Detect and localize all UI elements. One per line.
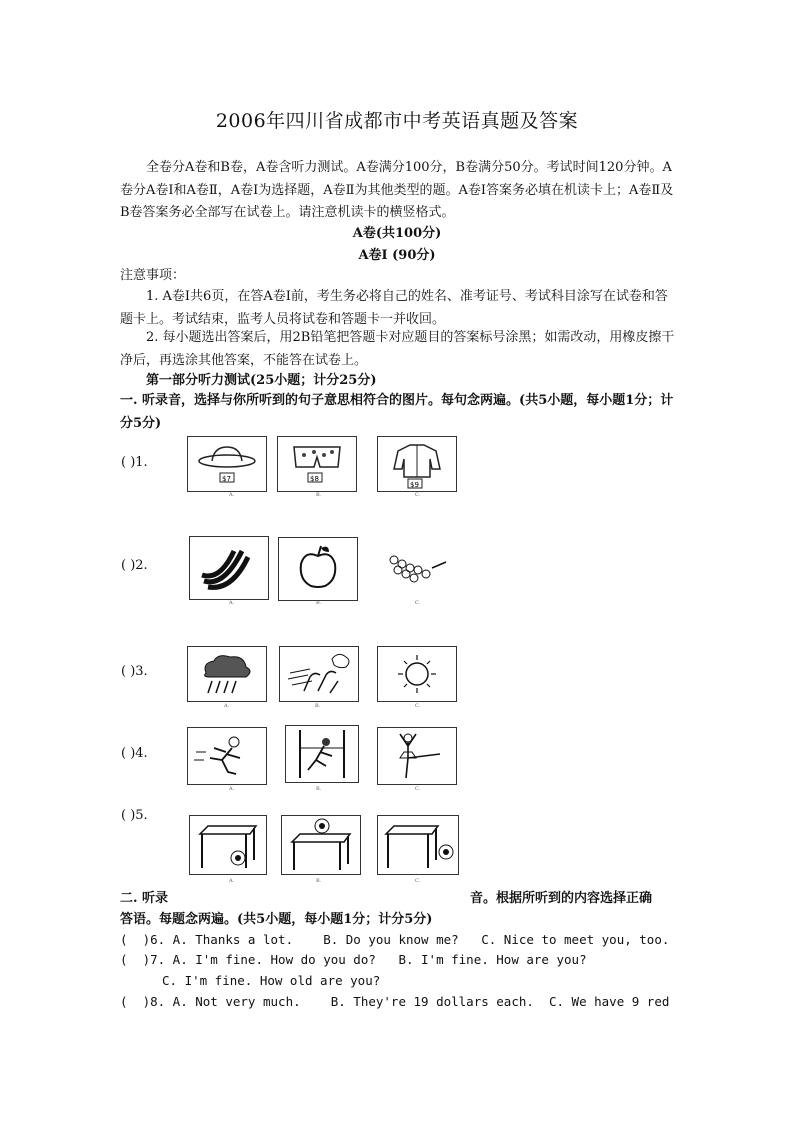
part1-heading: 第一部分听力测试(25小题；计分25分): [146, 373, 377, 388]
caption-b: B.: [316, 878, 322, 884]
question-7: ( )7. A. I'm fine. How do you do? B. I'm fine. How are you?: [120, 952, 587, 967]
notes-item-1: 1. A卷Ⅰ共6页，在答A卷Ⅰ前，考生务必将自己的姓名、准考证号、考试科目涂写在试卷和答题卡上。考试结束，监考人员将试卷和答题卡一并收回。: [120, 289, 668, 327]
hat-icon: [188, 437, 266, 491]
notes-heading: 注意事项：: [120, 268, 186, 283]
section1-heading: 一. 听录音，选择与你所听到的句子意思相符合的图片。每句念两遍。(共5小题，每小题1分；计分5分): [120, 393, 674, 431]
intro-paragraph: 全卷分A卷和B卷，A卷含听力测试。A卷满分100分，B卷满分50分。考试时间120分钟。A卷分A卷Ⅰ和A卷Ⅱ，A卷Ⅰ为选择题，A卷Ⅱ为其他类型的题。A卷Ⅰ答案务必填在机读卡上；A卷Ⅱ及B卷答案务必全部写在试卷上。请注意机读卡的横竖格式。: [120, 160, 674, 220]
caption-c: C.: [415, 703, 421, 709]
q1-option-c-image: [377, 436, 457, 492]
caption-a: A.: [229, 600, 235, 606]
caption-b: B.: [315, 703, 321, 709]
q4-option-a-image: [187, 727, 267, 785]
question-1-label: ( )1.: [121, 455, 148, 470]
high-jumper-icon: [286, 726, 358, 782]
apple-icon: [279, 538, 357, 600]
grapes-icon: [376, 540, 454, 598]
q2-option-c-image: [376, 540, 454, 598]
page-title: 2006年四川省成都市中考英语真题及答案: [215, 110, 579, 132]
q4-option-b-image: [285, 725, 359, 783]
q3-option-a-image: [187, 646, 267, 702]
jacket-icon: [378, 437, 456, 491]
price-tag-a: $7: [222, 475, 231, 483]
caption-a: A.: [229, 878, 235, 884]
runner-icon: [188, 728, 266, 784]
caption-b: B.: [316, 786, 322, 792]
price-tag-c: $9: [410, 481, 419, 489]
caption-c: C.: [415, 786, 421, 792]
question-8: ( )8. A. Not very much. B. They're 19 dollars each. C. We have 9 red: [120, 994, 670, 1009]
section-a-heading: A卷(共100分): [352, 226, 442, 241]
section2-heading-line2: 答语。每题念两遍。(共5小题，每小题1分；计分5分): [120, 912, 433, 927]
q4-option-c-image: [377, 727, 457, 785]
caption-b: B.: [316, 600, 322, 606]
question-5-label: ( )5.: [121, 808, 148, 823]
ballet-dancer-icon: [378, 728, 456, 784]
bananas-icon: [190, 537, 268, 599]
price-tag-b: $8: [310, 475, 319, 483]
ball-under-table-icon: [190, 816, 266, 874]
question-7-option-c: C. I'm fine. How old are you?: [162, 973, 381, 988]
q3-option-c-image: [377, 646, 457, 702]
caption-b: B.: [316, 492, 322, 498]
caption-c: C.: [415, 492, 421, 498]
q2-option-a-image: [189, 536, 269, 600]
q3-option-b-image: [279, 646, 359, 702]
rain-cloud-icon: [188, 647, 266, 701]
question-4-label: ( )4.: [121, 746, 148, 761]
ball-beside-table-icon: [378, 816, 458, 874]
q1-option-a-image: [187, 436, 267, 492]
sun-icon: [378, 647, 456, 701]
q5-option-b-image: [281, 815, 361, 875]
section2-heading-end: 音。根据所听到的内容选择正确: [470, 891, 653, 906]
question-6: ( )6. A. Thanks a lot. B. Do you know me? C. Nice to meet you, too.: [120, 932, 670, 947]
caption-c: C.: [415, 600, 421, 606]
windy-trees-icon: [280, 647, 358, 701]
q5-option-c-image: [377, 815, 459, 875]
caption-a: A.: [224, 703, 230, 709]
section-a1-heading: A卷Ⅰ (90分): [358, 248, 436, 263]
caption-c: C.: [415, 878, 421, 884]
q5-option-a-image: [189, 815, 267, 875]
question-3-label: ( )3.: [121, 664, 148, 679]
q1-option-b-image: [277, 436, 357, 492]
section2-heading-start: 二. 听录: [120, 891, 169, 906]
question-2-label: ( )2.: [121, 558, 148, 573]
caption-a: A.: [229, 492, 235, 498]
caption-a: A.: [229, 786, 235, 792]
shorts-icon: [278, 437, 356, 491]
notes-item-2: 2. 每小题选出答案后，用2B铅笔把答题卡对应题目的答案标号涂黑；如需改动，用橡皮擦干净后，再选涂其他答案，不能答在试卷上。: [120, 330, 675, 368]
ball-on-table-icon: [282, 816, 360, 874]
q2-option-b-image: [278, 537, 358, 601]
